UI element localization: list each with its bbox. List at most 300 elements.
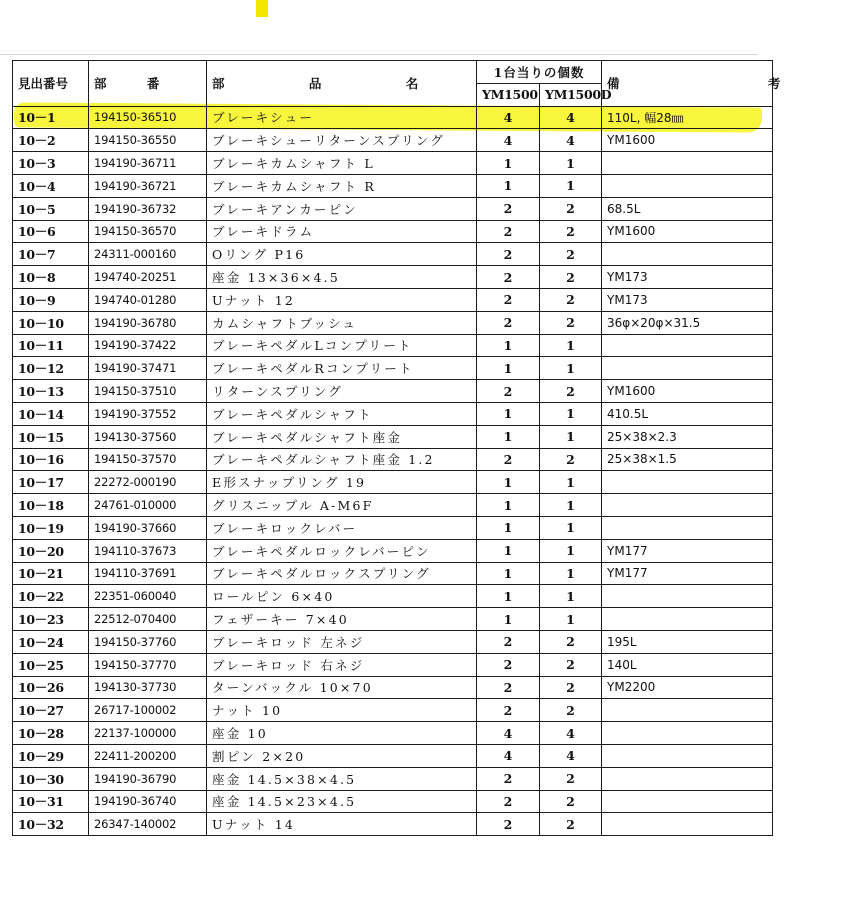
cell-part-number-text: 26717-100002 xyxy=(94,703,177,718)
cell-remarks-text: YM1600 xyxy=(607,384,656,399)
cell-remarks xyxy=(602,539,773,562)
header-part-name: 部 品 名 xyxy=(207,61,477,107)
cell-remarks xyxy=(602,266,773,289)
cell-qty-ym1500 xyxy=(477,129,540,152)
cell-part-name xyxy=(207,425,477,448)
cell-remarks xyxy=(602,357,773,380)
cell-qty-ym1500d xyxy=(540,288,602,311)
cell-part-name-text: ロールピン 6×40 xyxy=(212,589,335,605)
cell-remarks xyxy=(602,471,773,494)
cell-part-name xyxy=(207,813,477,836)
cell-part-number-text: 194190-37471 xyxy=(94,361,177,376)
cell-qty-ym1500d xyxy=(540,174,602,197)
cell-qty-ym1500-text: 1 xyxy=(503,178,513,194)
cell-qty-ym1500 xyxy=(477,585,540,608)
cell-part-name xyxy=(207,197,477,220)
cell-qty-ym1500-text: 2 xyxy=(503,292,513,308)
parts-table xyxy=(12,60,852,836)
cell-part-number-text: 194150-37760 xyxy=(94,634,177,649)
cell-qty-ym1500-text: 1 xyxy=(503,406,513,422)
cell-remarks-text: YM173 xyxy=(607,270,648,285)
cell-qty-ym1500-text: 2 xyxy=(503,223,513,239)
cell-qty-ym1500d xyxy=(540,494,602,517)
cell-qty-ym1500d-text: 1 xyxy=(566,520,575,536)
cell-part-number-text: 22512-070400 xyxy=(94,612,177,627)
cell-index-text: 10－11 xyxy=(18,338,64,354)
cell-part-number-text: 194130-37730 xyxy=(94,680,177,695)
cell-qty-ym1500d xyxy=(540,129,602,152)
cell-part-number xyxy=(89,722,207,745)
cell-index xyxy=(13,539,89,562)
cell-qty-ym1500-text: 2 xyxy=(503,771,513,787)
cell-part-number-text: 194150-36550 xyxy=(94,133,177,148)
cell-part-number xyxy=(89,448,207,471)
cell-part-number xyxy=(89,402,207,425)
cell-qty-ym1500d xyxy=(540,357,602,380)
cell-qty-ym1500 xyxy=(477,152,540,175)
cell-index-text: 10－30 xyxy=(18,771,64,787)
cell-index xyxy=(13,562,89,585)
cell-index xyxy=(13,220,89,243)
cell-part-name-text: ブレーキロックレバー xyxy=(212,520,358,536)
cell-part-number-text: 26347-140002 xyxy=(94,817,177,832)
cell-qty-ym1500-text: 2 xyxy=(503,702,513,718)
cell-remarks xyxy=(602,767,773,790)
cell-index-text: 10－22 xyxy=(18,589,64,605)
cell-remarks xyxy=(602,653,773,676)
cell-remarks xyxy=(602,630,773,653)
cell-index-text: 10－31 xyxy=(18,794,64,810)
cell-qty-ym1500-text: 2 xyxy=(503,793,513,809)
table-row xyxy=(13,380,773,403)
cell-qty-ym1500d xyxy=(540,380,602,403)
cell-qty-ym1500d xyxy=(540,744,602,767)
cell-part-number xyxy=(89,471,207,494)
cell-index-text: 10－18 xyxy=(18,498,64,514)
cell-remarks-text: YM177 xyxy=(607,566,648,581)
cell-part-name xyxy=(207,357,477,380)
cell-qty-ym1500 xyxy=(477,197,540,220)
cell-qty-ym1500 xyxy=(477,767,540,790)
cell-index xyxy=(13,448,89,471)
cell-part-name-text: ブレーキロッド 左ネジ xyxy=(212,634,365,650)
table-row xyxy=(13,699,773,722)
cell-qty-ym1500d-text: 2 xyxy=(566,451,575,467)
cell-part-number-text: 194110-37691 xyxy=(94,566,177,581)
cell-part-number xyxy=(89,767,207,790)
cell-index xyxy=(13,197,89,220)
cell-index-text: 10－6 xyxy=(18,224,56,240)
table-row xyxy=(13,608,773,631)
table-row xyxy=(13,744,773,767)
cell-index xyxy=(13,790,89,813)
cell-index xyxy=(13,152,89,175)
cell-remarks xyxy=(602,425,773,448)
cell-part-name xyxy=(207,562,477,585)
cell-part-name-text: ブレーキペダルシャフト xyxy=(212,406,373,422)
cell-index-text: 10－7 xyxy=(18,247,56,263)
cell-index xyxy=(13,266,89,289)
cell-qty-ym1500d xyxy=(540,813,602,836)
cell-part-name xyxy=(207,494,477,517)
cell-qty-ym1500-text: 2 xyxy=(503,383,513,399)
cell-qty-ym1500-text: 1 xyxy=(503,337,513,353)
cell-remarks xyxy=(602,608,773,631)
cell-remarks xyxy=(602,813,773,836)
cell-part-name-text: フェザーキー 7×40 xyxy=(212,612,349,628)
cell-index-text: 10－12 xyxy=(18,361,64,377)
cell-remarks-text: YM1600 xyxy=(607,133,656,148)
cell-qty-ym1500d-text: 2 xyxy=(566,383,575,399)
table-row xyxy=(13,813,773,836)
table-row xyxy=(13,152,773,175)
cell-index-text: 10－15 xyxy=(18,429,64,445)
cell-part-name-text: カムシャフトブッシュ xyxy=(212,315,358,331)
cell-part-name xyxy=(207,585,477,608)
cell-index-text: 10－21 xyxy=(18,566,64,582)
cell-part-number xyxy=(89,425,207,448)
cell-remarks-text: YM1600 xyxy=(607,224,656,239)
cell-qty-ym1500 xyxy=(477,516,540,539)
table-row xyxy=(13,197,773,220)
cell-part-number-text: 22351-060040 xyxy=(94,589,177,604)
cell-qty-ym1500 xyxy=(477,744,540,767)
cell-qty-ym1500 xyxy=(477,380,540,403)
cell-qty-ym1500d-text: 1 xyxy=(566,474,575,490)
cell-index xyxy=(13,334,89,357)
cell-part-number xyxy=(89,562,207,585)
cell-qty-ym1500-text: 2 xyxy=(503,246,513,262)
cell-part-number xyxy=(89,585,207,608)
cell-remarks xyxy=(602,334,773,357)
cell-qty-ym1500-text: 4 xyxy=(503,725,513,741)
cell-qty-ym1500-text: 1 xyxy=(503,429,513,445)
cell-remarks xyxy=(602,380,773,403)
cell-qty-ym1500 xyxy=(477,220,540,243)
cell-part-name xyxy=(207,653,477,676)
cell-qty-ym1500d-text: 2 xyxy=(566,201,575,217)
cell-part-name xyxy=(207,152,477,175)
cell-part-name-text: ブレーキペダルRコンプリート xyxy=(212,361,414,377)
cell-remarks-text: 195L xyxy=(607,634,637,649)
highlighter-mark xyxy=(256,0,268,17)
cell-remarks xyxy=(602,516,773,539)
cell-qty-ym1500-text: 2 xyxy=(503,451,513,467)
cell-remarks xyxy=(602,243,773,266)
header-quantity-group: 1台当りの個数 xyxy=(477,61,602,84)
cell-index xyxy=(13,516,89,539)
cell-remarks-text: YM177 xyxy=(607,543,648,558)
cell-part-name-text: ブレーキシュー xyxy=(212,110,315,126)
cell-remarks xyxy=(602,288,773,311)
cell-part-number-text: 22272-000190 xyxy=(94,475,177,490)
cell-qty-ym1500-text: 2 xyxy=(503,657,513,673)
cell-qty-ym1500 xyxy=(477,425,540,448)
cell-part-name-text: ナット 10 xyxy=(212,703,283,719)
cell-part-name-text: リターンスプリング xyxy=(212,384,343,400)
cell-index-text: 10－1 xyxy=(18,110,56,126)
cell-part-number-text: 22137-100000 xyxy=(94,726,177,740)
cell-remarks xyxy=(602,152,773,175)
cell-part-number xyxy=(89,334,207,357)
cell-part-name xyxy=(207,471,477,494)
cell-part-number-text: 194190-36721 xyxy=(94,178,177,193)
cell-part-number-text: 194110-37673 xyxy=(94,543,177,558)
cell-qty-ym1500d xyxy=(540,653,602,676)
cell-qty-ym1500 xyxy=(477,448,540,471)
cell-qty-ym1500d xyxy=(540,448,602,471)
cell-part-number xyxy=(89,106,207,129)
cell-index xyxy=(13,471,89,494)
cell-remarks-text: 110L, 幅28㎜ xyxy=(607,110,684,125)
cell-qty-ym1500 xyxy=(477,676,540,699)
cell-part-name xyxy=(207,722,477,745)
cell-part-name xyxy=(207,174,477,197)
cell-remarks xyxy=(602,790,773,813)
cell-index-text: 10－8 xyxy=(18,270,56,286)
table-row xyxy=(13,790,773,813)
table-row xyxy=(13,106,773,129)
cell-remarks xyxy=(602,494,773,517)
header-qty-ym1500: YM1500 xyxy=(477,83,540,106)
cell-qty-ym1500 xyxy=(477,608,540,631)
table-row xyxy=(13,471,773,494)
cell-remarks xyxy=(602,722,773,745)
cell-part-number xyxy=(89,608,207,631)
cell-part-number-text: 194190-36790 xyxy=(94,771,177,786)
cell-qty-ym1500d-text: 4 xyxy=(566,748,575,764)
cell-qty-ym1500 xyxy=(477,174,540,197)
cell-index-text: 10－17 xyxy=(18,475,64,491)
cell-part-name xyxy=(207,516,477,539)
cell-part-number xyxy=(89,197,207,220)
cell-qty-ym1500d xyxy=(540,311,602,334)
cell-qty-ym1500d xyxy=(540,197,602,220)
cell-part-number-text: 194150-36510 xyxy=(94,110,177,125)
cell-qty-ym1500 xyxy=(477,722,540,745)
cell-part-number xyxy=(89,744,207,767)
cell-part-number xyxy=(89,288,207,311)
cell-index-text: 10－20 xyxy=(18,543,64,559)
cell-index xyxy=(13,699,89,722)
cell-part-number xyxy=(89,813,207,836)
cell-remarks xyxy=(602,562,773,585)
cell-part-name-text: ブレーキペダルロックスプリング xyxy=(212,566,431,582)
cell-index xyxy=(13,813,89,836)
cell-index-text: 10－25 xyxy=(18,657,64,673)
table-row xyxy=(13,220,773,243)
cell-index xyxy=(13,129,89,152)
cell-remarks xyxy=(602,402,773,425)
cell-qty-ym1500d xyxy=(540,630,602,653)
cell-index-text: 10－3 xyxy=(18,156,56,172)
cell-index-text: 10－16 xyxy=(18,452,64,468)
cell-index-text: 10－4 xyxy=(18,178,56,194)
cell-index-text: 10－24 xyxy=(18,634,64,650)
cell-qty-ym1500d-text: 1 xyxy=(566,588,575,604)
cell-part-number-text: 194190-37422 xyxy=(94,338,177,353)
cell-index xyxy=(13,676,89,699)
cell-part-name-text: E形スナップリング 19 xyxy=(212,475,367,491)
cell-part-number-text: 194740-01280 xyxy=(94,292,177,307)
cell-qty-ym1500d-text: 4 xyxy=(566,109,575,125)
cell-qty-ym1500-text: 1 xyxy=(503,565,513,581)
cell-part-number xyxy=(89,380,207,403)
cell-part-number-text: 24761-010000 xyxy=(94,498,177,513)
cell-qty-ym1500d-text: 2 xyxy=(566,679,575,695)
cell-qty-ym1500d-text: 1 xyxy=(566,178,575,194)
cell-index-text: 10－13 xyxy=(18,384,64,400)
cell-part-name xyxy=(207,106,477,129)
cell-part-name-text: ターンバックル 10×70 xyxy=(212,680,373,696)
cell-index-text: 10－28 xyxy=(18,726,64,741)
cell-part-number xyxy=(89,357,207,380)
cell-part-name xyxy=(207,676,477,699)
cell-qty-ym1500d-text: 1 xyxy=(566,360,575,376)
table-row xyxy=(13,311,773,334)
cell-qty-ym1500d xyxy=(540,767,602,790)
cell-qty-ym1500d-text: 2 xyxy=(566,771,575,787)
cell-remarks-text: 25×38×2.3 xyxy=(607,429,677,444)
table-row xyxy=(13,722,773,745)
cell-qty-ym1500d xyxy=(540,676,602,699)
cell-index xyxy=(13,288,89,311)
table-row xyxy=(13,653,773,676)
cell-part-name-text: Uナット 12 xyxy=(212,292,296,308)
table-row xyxy=(13,243,773,266)
cell-part-name xyxy=(207,334,477,357)
cell-part-number xyxy=(89,653,207,676)
cell-part-name-text: ブレーキドラム xyxy=(212,224,315,240)
cell-part-name xyxy=(207,790,477,813)
cell-part-name-text: ブレーキアンカーピン xyxy=(212,201,359,217)
cell-qty-ym1500-text: 2 xyxy=(503,816,513,832)
cell-part-number xyxy=(89,699,207,722)
cell-index xyxy=(13,425,89,448)
cell-qty-ym1500d xyxy=(540,471,602,494)
table-row xyxy=(13,494,773,517)
cell-part-number-text: 194190-36732 xyxy=(94,201,177,216)
cell-part-name xyxy=(207,402,477,425)
cell-qty-ym1500d-text: 2 xyxy=(566,292,575,308)
cell-qty-ym1500-text: 1 xyxy=(503,360,513,376)
cell-index-text: 10－32 xyxy=(18,817,64,833)
cell-index xyxy=(13,106,89,129)
cell-qty-ym1500 xyxy=(477,288,540,311)
cell-remarks-text: YM2200 xyxy=(607,680,656,695)
cell-remarks xyxy=(602,220,773,243)
cell-part-name-text: ブレーキロッド 右ネジ xyxy=(212,657,365,673)
cell-qty-ym1500d xyxy=(540,266,602,289)
table-row xyxy=(13,585,773,608)
cell-part-number-text: 194150-37510 xyxy=(94,384,177,399)
cell-qty-ym1500 xyxy=(477,813,540,836)
cell-remarks-text: 140L xyxy=(607,657,637,672)
cell-part-name xyxy=(207,311,477,334)
cell-qty-ym1500 xyxy=(477,243,540,266)
cell-qty-ym1500d-text: 1 xyxy=(566,543,575,559)
cell-index xyxy=(13,767,89,790)
cell-part-name-text: ブレーキシューリターンスプリング xyxy=(212,133,445,149)
cell-qty-ym1500d xyxy=(540,722,602,745)
cell-qty-ym1500d-text: 1 xyxy=(566,565,575,581)
cell-qty-ym1500d xyxy=(540,425,602,448)
cell-part-name-text: 座金 14.5×38×4.5 xyxy=(212,771,357,787)
header-part-number: 部 番 xyxy=(89,61,207,107)
cell-qty-ym1500d-text: 2 xyxy=(566,657,575,673)
cell-part-number xyxy=(89,220,207,243)
cell-part-name-text: 座金 14.5×23×4.5 xyxy=(212,794,357,810)
cell-qty-ym1500 xyxy=(477,357,540,380)
table-row xyxy=(13,516,773,539)
cell-qty-ym1500d xyxy=(540,152,602,175)
cell-part-name-text: 座金 13×36×4.5 xyxy=(212,270,341,286)
cell-qty-ym1500d xyxy=(540,334,602,357)
cell-qty-ym1500d-text: 2 xyxy=(566,223,575,239)
table-row xyxy=(13,334,773,357)
cell-qty-ym1500d xyxy=(540,699,602,722)
cell-index-text: 10－27 xyxy=(18,703,64,719)
table-row xyxy=(13,630,773,653)
cell-part-number xyxy=(89,266,207,289)
cell-index xyxy=(13,744,89,767)
cell-qty-ym1500-text: 2 xyxy=(503,269,513,285)
table-row xyxy=(13,425,773,448)
cell-part-number-text: 194190-36711 xyxy=(94,156,177,171)
cell-part-number-text: 194150-36570 xyxy=(94,224,177,239)
cell-qty-ym1500 xyxy=(477,790,540,813)
cell-qty-ym1500d xyxy=(540,790,602,813)
page-top-margin xyxy=(0,0,758,55)
cell-part-name xyxy=(207,288,477,311)
cell-index xyxy=(13,653,89,676)
cell-part-name xyxy=(207,539,477,562)
cell-remarks xyxy=(602,197,773,220)
cell-qty-ym1500d-text: 2 xyxy=(566,793,575,809)
cell-part-name xyxy=(207,243,477,266)
cell-qty-ym1500d xyxy=(540,562,602,585)
cell-qty-ym1500-text: 2 xyxy=(503,634,513,650)
cell-index-text: 10－10 xyxy=(18,315,64,331)
cell-part-name xyxy=(207,220,477,243)
parts-list-sheet xyxy=(12,60,852,908)
cell-qty-ym1500 xyxy=(477,653,540,676)
cell-qty-ym1500d xyxy=(540,402,602,425)
cell-qty-ym1500-text: 1 xyxy=(503,588,513,604)
table-row xyxy=(13,676,773,699)
cell-part-name xyxy=(207,699,477,722)
cell-part-number-text: 22411-200200 xyxy=(94,748,177,763)
cell-qty-ym1500 xyxy=(477,106,540,129)
cell-qty-ym1500 xyxy=(477,699,540,722)
cell-part-number xyxy=(89,243,207,266)
cell-qty-ym1500-text: 2 xyxy=(503,201,513,217)
cell-remarks-text: 36φ×20φ×31.5 xyxy=(607,315,701,330)
cell-part-name xyxy=(207,266,477,289)
cell-qty-ym1500-text: 1 xyxy=(503,543,513,559)
cell-part-name xyxy=(207,129,477,152)
cell-qty-ym1500d-text: 1 xyxy=(566,429,575,445)
cell-qty-ym1500-text: 1 xyxy=(503,520,513,536)
cell-index xyxy=(13,585,89,608)
cell-index xyxy=(13,402,89,425)
cell-part-name-text: ブレーキペダルLコンプリート xyxy=(212,338,413,354)
cell-remarks xyxy=(602,744,773,767)
cell-qty-ym1500d-text: 1 xyxy=(566,497,575,513)
cell-remarks xyxy=(602,448,773,471)
cell-qty-ym1500d xyxy=(540,243,602,266)
cell-qty-ym1500-text: 2 xyxy=(503,679,513,695)
